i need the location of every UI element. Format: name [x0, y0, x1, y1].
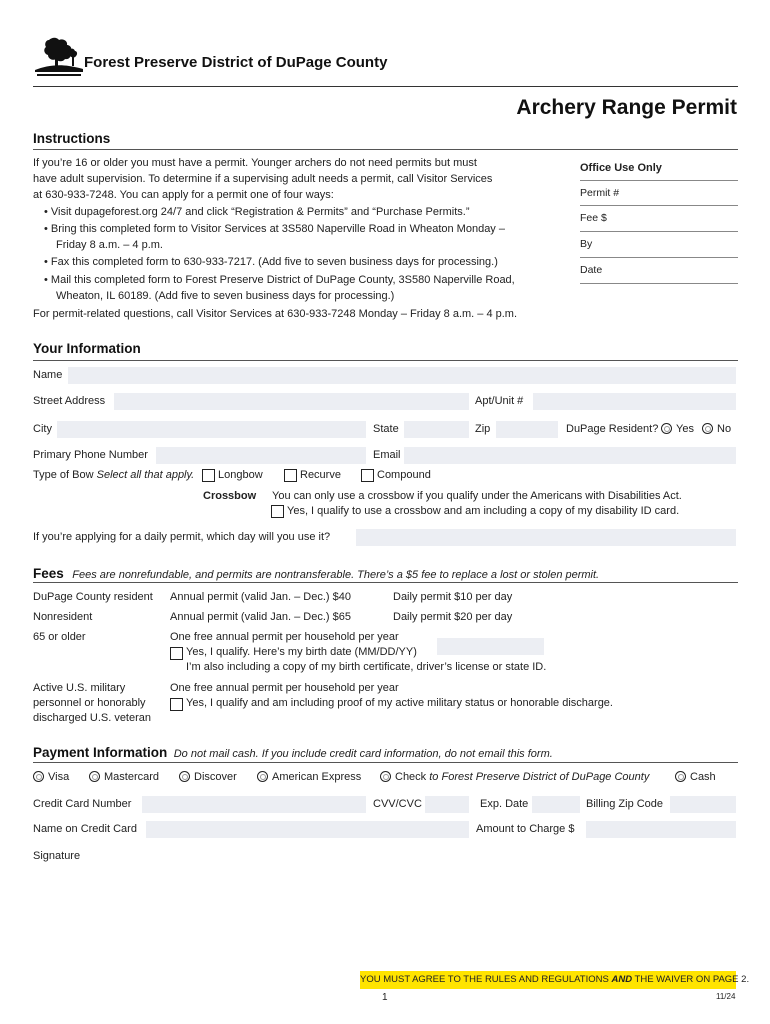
- visa-radio[interactable]: [33, 771, 44, 782]
- military-label: personnel or honorably: [33, 697, 146, 709]
- nonresident-label: Nonresident: [33, 611, 93, 623]
- military-label: discharged U.S. veteran: [33, 712, 152, 724]
- instructions-footer: For permit-related questions, call Visitor Services at 630-933-7248 Monday – Friday 8 a.m. – 4 p.m.: [33, 308, 518, 320]
- bow-hint: Select all that apply.: [96, 469, 195, 481]
- resident-yes-label: Yes: [676, 423, 694, 435]
- cash-label: Cash: [690, 771, 716, 783]
- email-field[interactable]: [404, 447, 736, 464]
- zip-label: Zip: [475, 423, 491, 435]
- visa-label: Visa: [48, 771, 70, 783]
- exp-date-label: Exp. Date: [480, 798, 529, 810]
- instructions-text: have adult supervision. To determine if a supervising adult needs a permit, call Visitor Services: [33, 173, 493, 185]
- discover-label: Discover: [194, 771, 237, 783]
- tree-logo-icon: [33, 36, 85, 78]
- senior-label: 65 or older: [33, 631, 86, 643]
- phone-label: Primary Phone Number: [33, 449, 148, 461]
- signature-label: Signature: [33, 850, 81, 862]
- name-field[interactable]: [68, 367, 736, 384]
- check-label: [395, 771, 649, 783]
- office-date-label: Date: [580, 264, 603, 276]
- office-rule: [580, 231, 738, 232]
- instructions-bullet: • Visit dupageforest.org 24/7 and click “Registration & Permits” and “Purchase Permits.”: [44, 206, 470, 218]
- office-permit-label: Permit #: [580, 187, 620, 199]
- bow-type-label: Type of Bow: [33, 469, 94, 481]
- office-rule: [580, 205, 738, 206]
- office-by-label: By: [580, 238, 593, 250]
- payment-heading-row: [33, 744, 553, 762]
- senior-line3: I’m also including a copy of my birth certificate, driver’s license or state ID.: [186, 661, 547, 673]
- mastercard-label: Mastercard: [104, 771, 160, 783]
- apt-label: Apt/Unit #: [475, 395, 524, 407]
- instructions-rule: [33, 149, 738, 150]
- notice-text: THE WAIVER ON PAGE 2.: [634, 974, 750, 985]
- dupage-annual: Annual permit (valid Jan. – Dec.) $40: [170, 591, 351, 603]
- longbow-checkbox[interactable]: [202, 469, 215, 482]
- cash-radio[interactable]: [675, 771, 686, 782]
- instructions-bullet: • Mail this completed form to Forest Preserve District of DuPage County, 3S580 Naperville Road,: [44, 274, 515, 286]
- crossbow-note: You can only use a crossbow if you qualify under the Americans with Disabilities Act.: [272, 490, 682, 502]
- resident-no-radio[interactable]: [702, 423, 713, 434]
- discover-radio[interactable]: [179, 771, 190, 782]
- name-on-card-field[interactable]: [146, 821, 469, 838]
- email-label: Email: [373, 449, 401, 461]
- military-line1: One free annual permit per household per year: [170, 682, 399, 694]
- agreement-notice: [360, 971, 750, 989]
- check-payee: to Forest Preserve District of DuPage County: [429, 771, 650, 783]
- daily-question: If you’re applying for a daily permit, which day will you use it?: [33, 531, 331, 543]
- org-name: Forest Preserve District of DuPage County: [84, 54, 388, 71]
- daily-day-field[interactable]: [356, 529, 736, 546]
- cc-number-label: Credit Card Number: [33, 798, 132, 810]
- check-radio[interactable]: [380, 771, 391, 782]
- dupage-daily: Daily permit $10 per day: [393, 591, 513, 603]
- payment-note: Do not mail cash. If you include credit card information, do not email this form.: [173, 748, 553, 760]
- military-checkbox[interactable]: [170, 698, 183, 711]
- fees-rule: [33, 582, 738, 583]
- state-field[interactable]: [404, 421, 469, 438]
- name-on-card-label: Name on Credit Card: [33, 823, 137, 835]
- payment-heading: Payment Information: [33, 745, 168, 760]
- recurve-checkbox[interactable]: [284, 469, 297, 482]
- cc-number-field[interactable]: [142, 796, 366, 813]
- your-info-heading: Your Information: [33, 341, 141, 356]
- billing-zip-field[interactable]: [670, 796, 736, 813]
- apt-field[interactable]: [533, 393, 736, 410]
- instructions-bullet: Friday 8 a.m. – 4 p.m.: [56, 239, 163, 251]
- instructions-bullet: • Fax this completed form to 630-933-7217. (Add five to seven business days for processing.): [44, 256, 498, 268]
- instructions-heading: Instructions: [33, 131, 111, 146]
- resident-yes-radio[interactable]: [661, 423, 672, 434]
- military-line2: Yes, I qualify and am including proof of my active military status or honorable discharge.: [186, 697, 613, 709]
- military-label: Active U.S. military: [33, 682, 126, 694]
- phone-field[interactable]: [156, 447, 366, 464]
- amount-field[interactable]: [586, 821, 736, 838]
- office-rule: [580, 180, 738, 181]
- bow-label: [33, 469, 194, 481]
- name-label: Name: [33, 369, 63, 381]
- office-title: Office Use Only: [580, 162, 662, 174]
- notice-text: YOU MUST AGREE TO THE RULES AND REGULATIONS: [360, 974, 609, 985]
- office-fee-label: Fee $: [580, 212, 607, 224]
- city-label: City: [33, 423, 52, 435]
- longbow-label: Longbow: [218, 469, 263, 481]
- state-label: State: [373, 423, 399, 435]
- resident-no-label: No: [717, 423, 732, 435]
- nonresident-daily: Daily permit $20 per day: [393, 611, 513, 623]
- fees-heading-row: [33, 565, 599, 583]
- payment-rule: [33, 762, 738, 763]
- instructions-text: at 630-933-7248. You can apply for a permit one of four ways:: [33, 189, 334, 201]
- fees-heading: Fees: [33, 566, 64, 581]
- logo: [33, 36, 85, 78]
- instructions-bullet: Wheaton, IL 60189. (Add five to seven business days for processing.): [56, 290, 395, 302]
- street-field[interactable]: [114, 393, 469, 410]
- amount-label: Amount to Charge $: [476, 823, 575, 835]
- crossbow-checkbox[interactable]: [271, 505, 284, 518]
- street-label: Street Address: [33, 395, 106, 407]
- compound-label: Compound: [377, 469, 431, 481]
- senior-line2: Yes, I qualify. Here’s my birth date (MM/DD/YY): [186, 646, 417, 658]
- instructions-text: If you’re 16 or older you must have a permit. Younger archers do not need permits but must: [33, 157, 477, 169]
- check-word: Check: [395, 771, 427, 783]
- fees-note: Fees are nonrefundable, and permits are nontransferable. There’s a $5 fee to replace a lost or stolen permit.: [72, 569, 600, 581]
- notice-and: AND: [611, 974, 633, 985]
- page-number: 1: [382, 992, 388, 1003]
- nonresident-annual: Annual permit (valid Jan. – Dec.) $65: [170, 611, 351, 623]
- resident-label: DuPage Resident?: [566, 423, 659, 435]
- form-title: Archery Range Permit: [516, 96, 737, 119]
- senior-line1: One free annual permit per household per year: [170, 631, 399, 643]
- recurve-label: Recurve: [300, 469, 341, 481]
- dupage-resident-label: DuPage County resident: [33, 591, 153, 603]
- compound-checkbox[interactable]: [361, 469, 374, 482]
- cvv-label: CVV/CVC: [373, 798, 422, 810]
- crossbow-label: Crossbow: [203, 490, 257, 502]
- crossbow-check-label: Yes, I qualify to use a crossbow and am including a copy of my disability ID card.: [287, 505, 680, 517]
- revision-date: 11/24: [716, 992, 736, 1001]
- senior-checkbox[interactable]: [170, 647, 183, 660]
- billing-zip-label: Billing Zip Code: [586, 798, 664, 810]
- zip-field[interactable]: [496, 421, 558, 438]
- instructions-bullet: • Bring this completed form to Visitor Services at 3S580 Naperville Road in Wheaton Monday –: [44, 223, 505, 235]
- office-rule: [580, 257, 738, 258]
- cvv-field[interactable]: [425, 796, 469, 813]
- header-rule: [33, 86, 738, 87]
- your-info-rule: [33, 360, 738, 361]
- birth-date-field[interactable]: [437, 638, 544, 655]
- amex-label: American Express: [272, 771, 362, 783]
- office-rule: [580, 283, 738, 284]
- amex-radio[interactable]: [257, 771, 268, 782]
- city-field[interactable]: [57, 421, 366, 438]
- exp-date-field[interactable]: [532, 796, 580, 813]
- mastercard-radio[interactable]: [89, 771, 100, 782]
